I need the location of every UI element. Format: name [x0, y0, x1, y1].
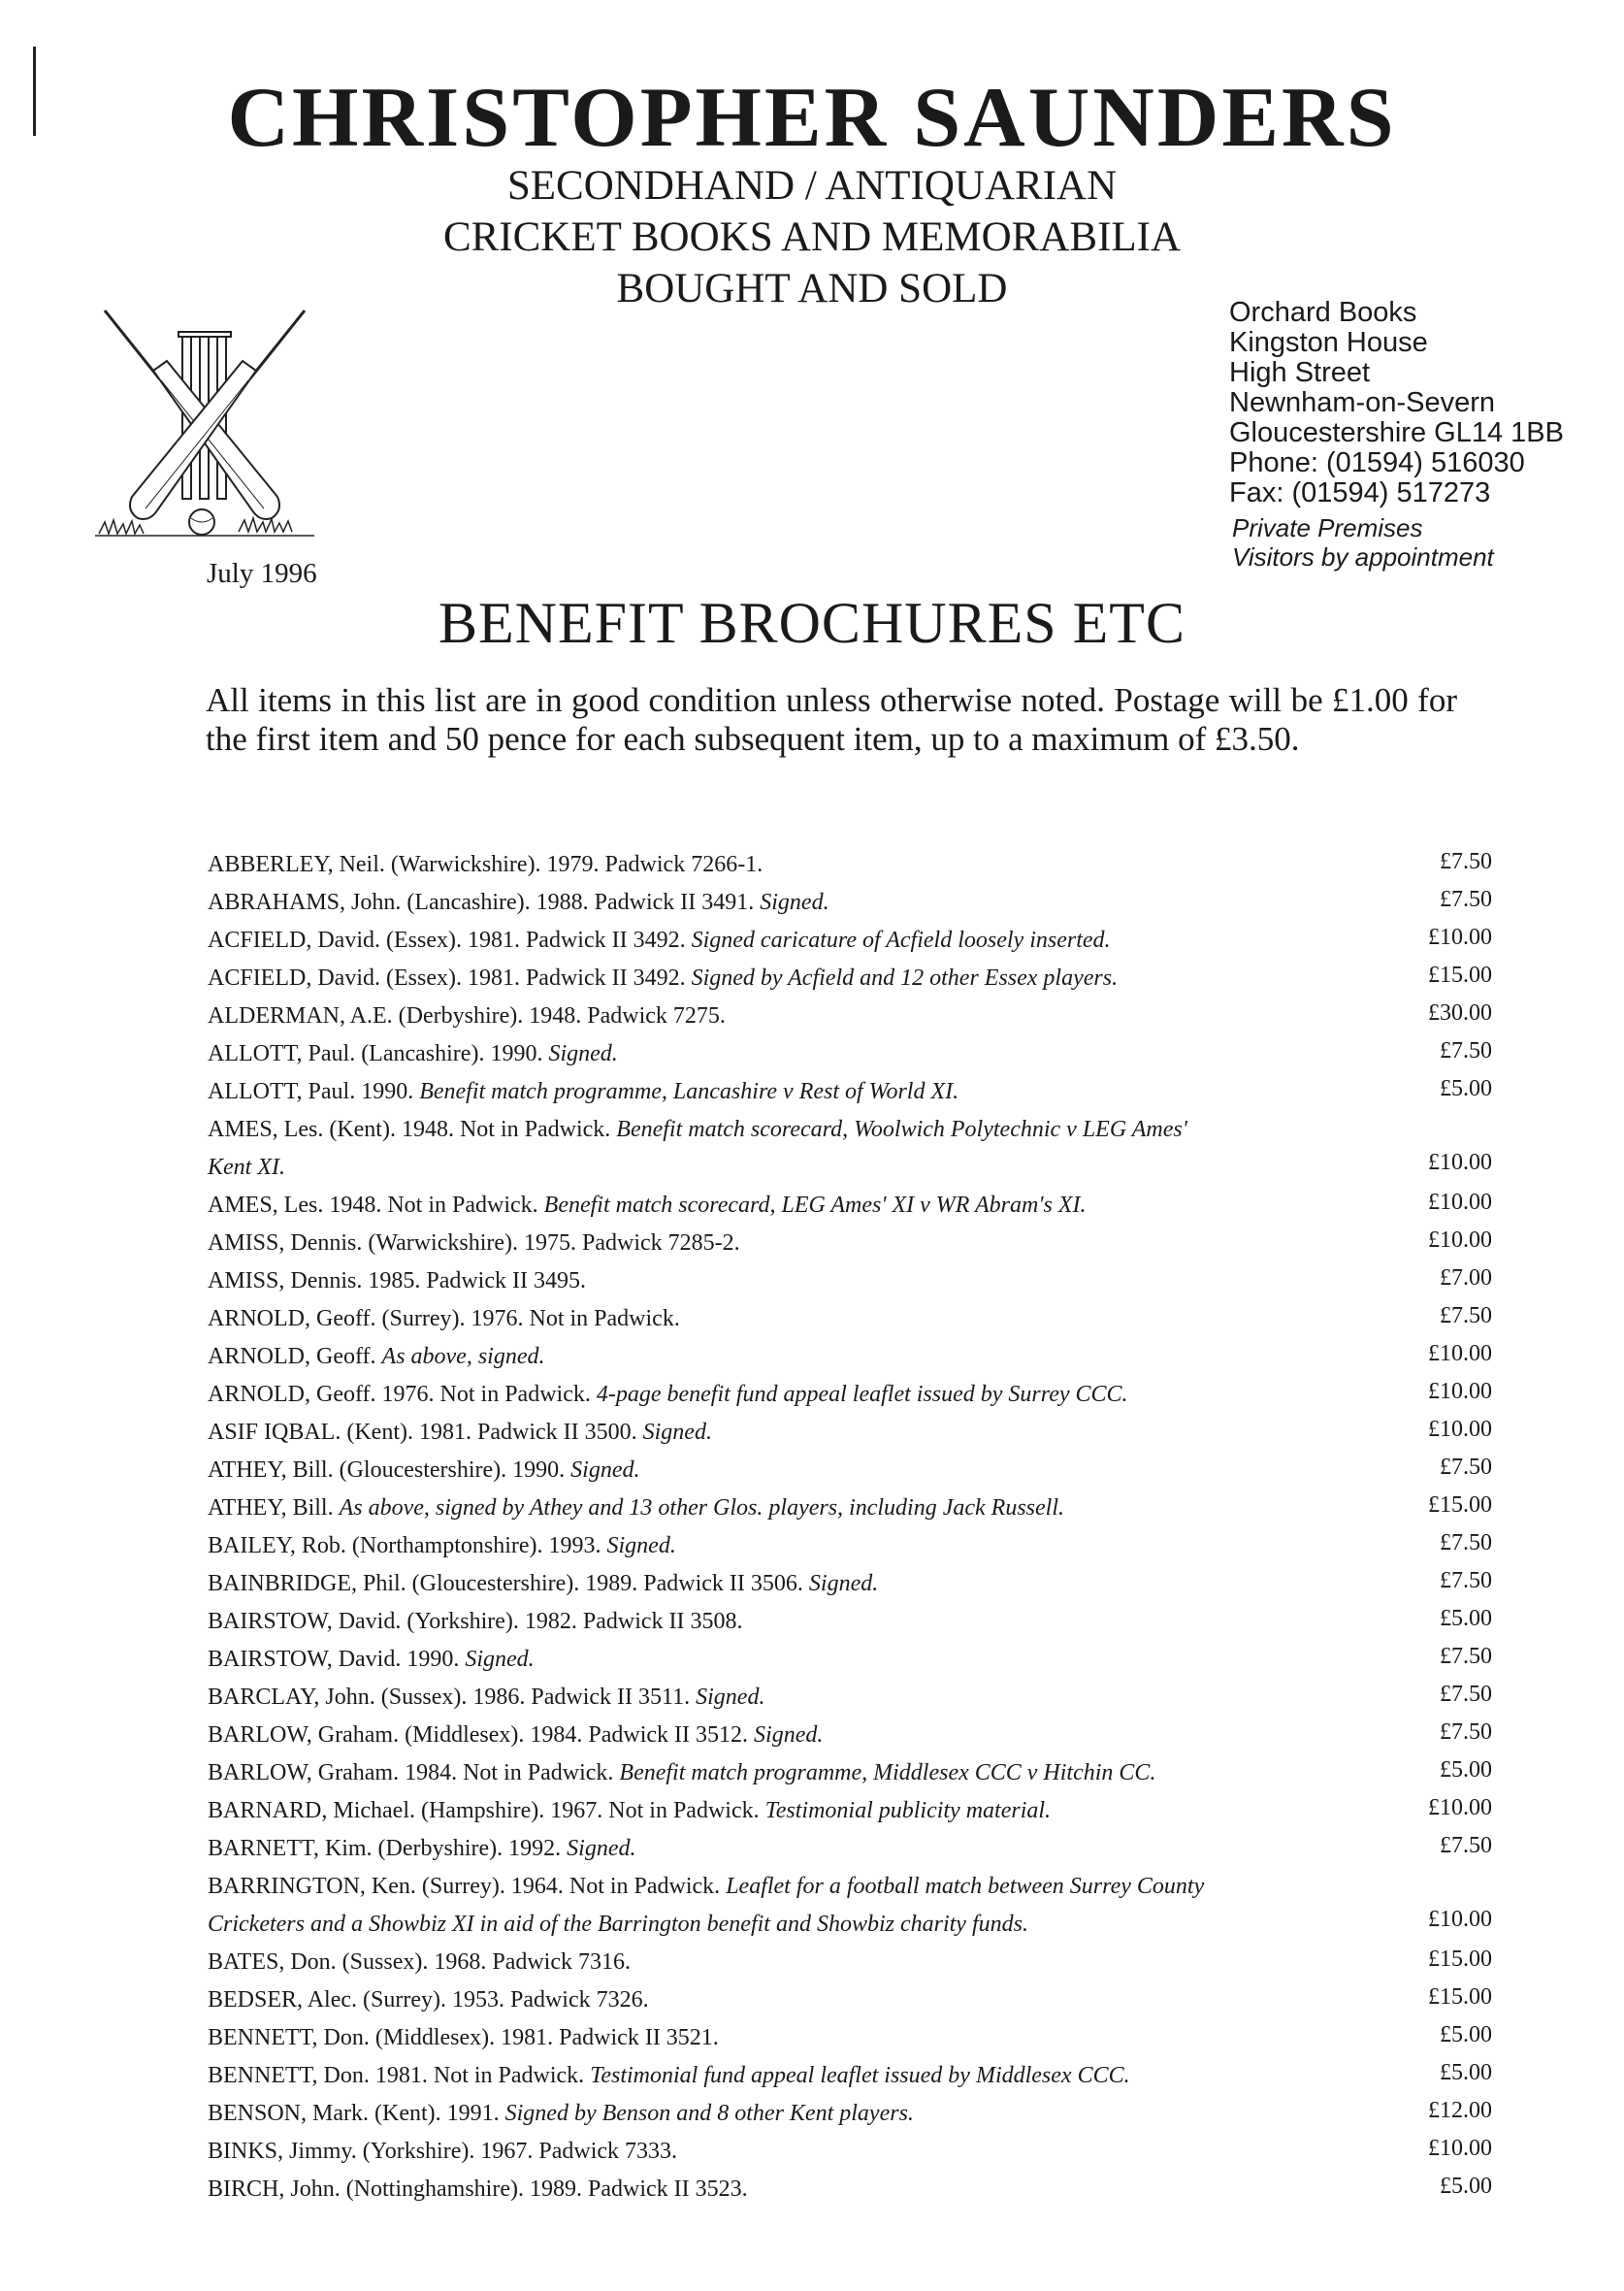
item-details: ARNOLD, Geoff. (Surrey). 1976. Not in Padwick. [208, 1306, 680, 1331]
item-description [208, 1683, 1492, 1712]
item-description [208, 1796, 1492, 1825]
list-item [208, 1107, 1492, 1183]
item-price: £7.50 [1440, 1682, 1492, 1707]
item-description [208, 964, 1492, 993]
item-description [208, 1493, 1492, 1522]
list-item [208, 1031, 1492, 1069]
item-price: £7.50 [1440, 849, 1492, 874]
item-description [208, 1758, 1492, 1787]
list-item [208, 842, 1492, 880]
item-description [208, 1039, 1492, 1068]
item-price: £10.00 [1428, 1379, 1492, 1404]
item-price: £10.00 [1428, 1795, 1492, 1820]
list-item [208, 1259, 1492, 1296]
item-price: £12.00 [1428, 2098, 1492, 2123]
subtitle-line: BOUGHT AND SOLD [616, 266, 1008, 311]
item-details: ATHEY, Bill. (Gloucestershire). 1990. [208, 1457, 566, 1483]
item-note: Benefit match scorecard, Woolwich Polytechnic v LEG Ames' [616, 1117, 1187, 1142]
item-price: £10.00 [1428, 1417, 1492, 1442]
item-note: Signed. [548, 1041, 618, 1066]
item-description [208, 2175, 1492, 2204]
address-line: Newnham-on-Severn [1229, 387, 1496, 418]
item-note: Signed. [808, 1571, 879, 1596]
item-details: BIRCH, John. (Nottinghamshire). 1989. Padwick II 3523. [208, 2176, 748, 2202]
item-note: Leaflet for a football match between Surrey County [726, 1874, 1205, 1899]
item-details: AMISS, Dennis. (Warwickshire). 1975. Padwick 7285-2. [208, 1230, 740, 1256]
list-item [208, 1448, 1492, 1486]
item-price: £7.50 [1440, 1455, 1492, 1480]
item-details: BARRINGTON, Ken. (Surrey). 1964. Not in Padwick. [208, 1874, 721, 1899]
item-note: Signed. [465, 1647, 535, 1672]
item-note: Signed caricature of Acfield loosely inserted. [691, 928, 1111, 953]
item-details: AMES, Les. (Kent). 1948. Not in Padwick. [208, 1117, 611, 1142]
list-item [208, 1410, 1492, 1448]
item-description [208, 1531, 1492, 1560]
list-item [208, 1296, 1492, 1334]
item-note: Signed. [567, 1836, 636, 1861]
cricket-bats-logo-icon [93, 303, 316, 555]
item-note: Signed. [642, 1420, 712, 1445]
item-price: £7.50 [1440, 1303, 1492, 1328]
item-price: £5.00 [1440, 2022, 1492, 2047]
list-item [208, 880, 1492, 918]
list-item [208, 1637, 1492, 1675]
item-price: £5.00 [1440, 1606, 1492, 1631]
item-note: Signed by Acfield and 12 other Essex players. [691, 965, 1119, 991]
list-item [208, 1486, 1492, 1523]
address-line: High Street [1229, 357, 1371, 388]
list-heading: BENEFIT BROCHURES ETC [438, 591, 1186, 655]
item-details: ASIF IQBAL. (Kent). 1981. Padwick II 3500. [208, 1420, 637, 1445]
item-note: Signed. [696, 1685, 765, 1710]
item-price: £10.00 [1428, 1190, 1492, 1215]
item-description [208, 1191, 1492, 1220]
item-price: £10.00 [1428, 1227, 1492, 1253]
list-item [208, 1183, 1492, 1221]
item-description [208, 1607, 1492, 1636]
item-details: ARNOLD, Geoff. 1976. Not in Padwick. [208, 1382, 591, 1407]
item-details: BENNETT, Don. 1981. Not in Padwick. [208, 2063, 585, 2088]
list-item [208, 994, 1492, 1031]
item-details: ARNOLD, Geoff. [208, 1344, 376, 1369]
item-price: £7.00 [1440, 1265, 1492, 1291]
list-item [208, 1751, 1492, 1788]
item-details: BENSON, Mark. (Kent). 1991. [208, 2101, 500, 2126]
item-note: As above, signed by Athey and 13 other Glos. players, including Jack Russell. [339, 1495, 1064, 1521]
list-item [208, 1372, 1492, 1410]
item-details: ACFIELD, David. (Essex). 1981. Padwick II 3492. [208, 928, 686, 953]
item-description [208, 1228, 1492, 1258]
item-price: £10.00 [1428, 2136, 1492, 2161]
visiting-note [1232, 513, 1610, 572]
list-item [208, 1826, 1492, 1864]
item-description [208, 1985, 1492, 2014]
item-price: £15.00 [1428, 1984, 1492, 2010]
list-item [208, 1675, 1492, 1713]
item-description [208, 1001, 1492, 1031]
item-details: BAINBRIDGE, Phil. (Gloucestershire). 1989. Padwick II 3506. [208, 1571, 803, 1596]
item-details: BARLOW, Graham. (Middlesex). 1984. Padwick II 3512. [208, 1722, 749, 1748]
item-description [208, 2023, 1492, 2052]
item-details: BAILEY, Rob. (Northamptonshire). 1993. [208, 1533, 601, 1558]
item-price: £10.00 [1428, 1150, 1492, 1175]
item-description [208, 1115, 1492, 1144]
list-item [208, 918, 1492, 956]
list-item [208, 1599, 1492, 1637]
item-description [208, 1456, 1492, 1485]
item-description [208, 1569, 1492, 1598]
item-details: ACFIELD, David. (Essex). 1981. Padwick II 3492. [208, 965, 686, 991]
item-description [208, 850, 1492, 879]
list-item [208, 1713, 1492, 1751]
item-price: £7.50 [1440, 1644, 1492, 1669]
item-price: £15.00 [1428, 963, 1492, 988]
item-details: BARCLAY, John. (Sussex). 1986. Padwick II 3511. [208, 1685, 691, 1710]
item-price: £10.00 [1428, 925, 1492, 950]
item-price: £5.00 [1440, 2174, 1492, 2199]
item-description [208, 1872, 1492, 1901]
item-details: AMISS, Dennis. 1985. Padwick II 3495. [208, 1268, 586, 1293]
item-price: £7.50 [1440, 1719, 1492, 1745]
premises-line: Private Premises [1232, 513, 1423, 542]
item-price: £7.50 [1440, 1038, 1492, 1064]
item-description [208, 1834, 1492, 1863]
item-note-continued: Cricketers and a Showbiz XI in aid of the Barrington benefit and Showbiz charity funds. [208, 1912, 1028, 1937]
item-details: BAIRSTOW, David. 1990. [208, 1647, 460, 1672]
item-price: £7.50 [1440, 1568, 1492, 1593]
item-description [208, 1380, 1492, 1409]
address-line: Gloucestershire GL14 1BB [1229, 417, 1564, 448]
fax-number: Fax: (01594) 517273 [1229, 477, 1491, 508]
item-price: £10.00 [1428, 1907, 1492, 1932]
address-line: Orchard Books [1229, 297, 1417, 328]
item-price: £30.00 [1428, 1000, 1492, 1026]
item-details: ABBERLEY, Neil. (Warwickshire). 1979. Padwick 7266-1. [208, 852, 763, 877]
item-price: £5.00 [1440, 1757, 1492, 1783]
item-price: £10.00 [1428, 1341, 1492, 1366]
list-item [208, 1978, 1492, 2015]
list-item [208, 1788, 1492, 1826]
intro-paragraph: All items in this list are in good condition unless otherwise noted. Postage will be £1.00 for the first item and 50 pence for each subsequent item, up to a maximum of £3.50. [206, 681, 1457, 758]
list-item [208, 1334, 1492, 1372]
item-details: ALLOTT, Paul. 1990. [208, 1079, 414, 1104]
item-note-continued: Kent XI. [208, 1155, 285, 1180]
item-description [208, 2061, 1492, 2090]
list-item [208, 956, 1492, 994]
list-item [208, 2015, 1492, 2053]
item-description [208, 1342, 1492, 1371]
item-details: ABRAHAMS, John. (Lancashire). 1988. Padwick II 3491. [208, 890, 755, 915]
item-note: Signed by Benson and 8 other Kent players. [504, 2101, 914, 2126]
item-note: Benefit match programme, Lancashire v Rest of World XI. [419, 1079, 959, 1104]
item-details: BEDSER, Alec. (Surrey). 1953. Padwick 7326. [208, 1987, 649, 2013]
list-item [208, 1221, 1492, 1259]
item-note: Testimonial fund appeal leaflet issued by Middlesex CCC. [590, 2063, 1130, 2088]
list-item [208, 1069, 1492, 1107]
phone-number: Phone: (01594) 516030 [1229, 447, 1525, 478]
item-price: £15.00 [1428, 1947, 1492, 1972]
item-price: £5.00 [1440, 2060, 1492, 2085]
item-note: Signed. [570, 1457, 640, 1483]
list-item [208, 1940, 1492, 1978]
item-details: BATES, Don. (Sussex). 1968. Padwick 7316. [208, 1949, 631, 1975]
catalogue-list [208, 842, 1492, 2205]
item-details: ALDERMAN, A.E. (Derbyshire). 1948. Padwick 7275. [208, 1003, 726, 1029]
item-description [208, 926, 1492, 955]
item-description [208, 888, 1492, 917]
subtitle-line: SECONDHAND / ANTIQUARIAN [506, 163, 1118, 209]
item-details: ALLOTT, Paul. (Lancashire). 1990. [208, 1041, 543, 1066]
subtitle-line: CRICKET BOOKS AND MEMORABILIA [442, 214, 1182, 260]
item-note: Signed. [754, 1722, 824, 1748]
item-note: As above, signed. [381, 1344, 545, 1369]
item-details: BENNETT, Don. (Middlesex). 1981. Padwick II 3521. [208, 2025, 719, 2050]
item-note: 4-page benefit fund appeal leaflet issued by Surrey CCC. [596, 1382, 1128, 1407]
dealer-name: CHRISTOPHER SAUNDERS [227, 71, 1397, 165]
item-details: AMES, Les. 1948. Not in Padwick. [208, 1193, 538, 1218]
item-note: Benefit match scorecard, LEG Ames' XI v WR Abram's XI. [543, 1193, 1087, 1218]
list-item [208, 1523, 1492, 1561]
shop-address [1229, 298, 1608, 508]
list-item [208, 2053, 1492, 2091]
item-description [208, 1266, 1492, 1295]
item-details: BARLOW, Graham. 1984. Not in Padwick. [208, 1760, 614, 1785]
item-price: £7.50 [1440, 887, 1492, 912]
list-item [208, 2129, 1492, 2167]
item-description [208, 1720, 1492, 1750]
item-note: Benefit match programme, Middlesex CCC v Hitchin CC. [619, 1760, 1156, 1785]
item-details: BARNARD, Michael. (Hampshire). 1967. Not in Padwick. [208, 1798, 760, 1823]
item-description [208, 1947, 1492, 1977]
list-item [208, 2167, 1492, 2205]
item-price: £7.50 [1440, 1530, 1492, 1555]
item-note: Signed. [760, 890, 829, 915]
list-item [208, 1561, 1492, 1599]
item-description [208, 2099, 1492, 2128]
premises-line: Visitors by appointment [1232, 542, 1494, 572]
list-item [208, 1864, 1492, 1940]
address-line: Kingston House [1229, 327, 1428, 358]
item-description [208, 1418, 1492, 1447]
item-description [208, 2137, 1492, 2166]
item-details: BINKS, Jimmy. (Yorkshire). 1967. Padwick 7333. [208, 2139, 678, 2164]
item-price: £5.00 [1440, 1076, 1492, 1101]
item-price: £7.50 [1440, 1833, 1492, 1858]
item-description [208, 1645, 1492, 1674]
item-description [208, 1304, 1492, 1333]
list-item [208, 2091, 1492, 2129]
item-price: £15.00 [1428, 1492, 1492, 1518]
item-details: ATHEY, Bill. [208, 1495, 334, 1521]
item-description [208, 1077, 1492, 1106]
item-note: Testimonial publicity material. [764, 1798, 1052, 1823]
item-note: Signed. [606, 1533, 676, 1558]
item-details: BAIRSTOW, David. (Yorkshire). 1982. Padwick II 3508. [208, 1609, 743, 1634]
list-date: July 1996 [207, 558, 317, 589]
item-details: BARNETT, Kim. (Derbyshire). 1992. [208, 1836, 562, 1861]
